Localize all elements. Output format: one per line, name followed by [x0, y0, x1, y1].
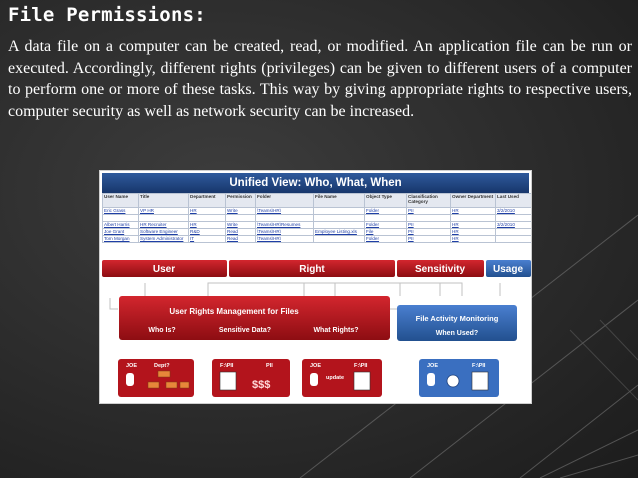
table-cell[interactable]: HR [451, 229, 496, 236]
tile2-tag: PII [266, 363, 273, 369]
person-icon [427, 373, 435, 386]
table-cell[interactable]: R&D [189, 229, 226, 236]
table-cell[interactable]: \Teams\HR\ [256, 229, 314, 236]
rights-q-rights: What Rights? [313, 327, 359, 334]
table-cell[interactable]: IT [189, 236, 226, 243]
table-cell[interactable]: \Teams\HR\Resumes [256, 222, 314, 229]
tile-sensitive [212, 359, 290, 397]
table-cell[interactable]: Write [226, 208, 256, 215]
table-cell[interactable]: VP HR [139, 208, 189, 215]
tile-who [118, 359, 194, 397]
tile-rights [302, 359, 382, 397]
table-cell[interactable]: 3/2/2010 [496, 222, 532, 229]
tile3-path: F:\PII [354, 363, 368, 369]
tile-when [419, 359, 499, 397]
rights-q-who: Who Is? [148, 327, 176, 334]
table-header-cell: Last Used [496, 194, 532, 208]
table-header-cell: User Name [103, 194, 139, 208]
slide-title: File Permissions: [8, 4, 206, 26]
rights-q-sensitive: Sensitive Data? [218, 327, 272, 334]
tile3-user: JOE [310, 363, 322, 369]
slide-body-text: A data file on a computer can be created, read, or modified. An application file can be run or executed. Accordingly, different rights (privileges) can be given to different users of a computer to perform one or more of these tasks. This way by giving appropriate rights to respective users, computer security as well as network security can be increased. [8, 38, 632, 120]
sensitivity-bar-label: Sensitivity [414, 264, 466, 275]
clock-icon [447, 375, 459, 387]
table-cell[interactable]: \Teams\HR\ [256, 236, 314, 243]
table-cell[interactable]: Software Engineer [139, 229, 189, 236]
table-cell[interactable]: Folder [365, 222, 407, 229]
table-cell[interactable]: Tom Morgan [103, 236, 139, 243]
table-cell[interactable]: File [365, 229, 407, 236]
tile4-path: F:\PII [472, 363, 486, 369]
table-header-cell: Title [139, 194, 189, 208]
table-cell[interactable]: PII [407, 208, 451, 215]
tile2-path: F:\PII [220, 363, 234, 369]
figure-title: Unified View: Who, What, When [102, 173, 529, 193]
tile1-user: JOE [126, 363, 138, 369]
table-header-cell: Permission [226, 194, 256, 208]
table-cell[interactable]: Folder [365, 236, 407, 243]
tile4-user: JOE [427, 363, 439, 369]
tile2-money: $$$ [252, 379, 271, 391]
table-cell[interactable]: HR [451, 208, 496, 215]
unified-view-figure [99, 170, 532, 404]
table-header-cell: File Name [314, 194, 365, 208]
usage-bar-label: Usage [492, 264, 524, 275]
table-cell[interactable]: HR [189, 208, 226, 215]
activity-box-title: File Activity Monitoring [415, 314, 499, 323]
table-header-cell: Owner Department [451, 194, 496, 208]
table-header-cell: Folder [256, 194, 314, 208]
activity-q-when: When Used? [435, 330, 479, 337]
category-bar-row [102, 260, 531, 277]
table-cell[interactable]: PII [407, 222, 451, 229]
table-cell[interactable]: 3/2/2010 [496, 208, 532, 215]
activity-monitoring-box [397, 305, 517, 341]
person-icon [126, 373, 134, 386]
table-cell[interactable]: System Administrator [139, 236, 189, 243]
table-header-cell: Classification Category [407, 194, 451, 208]
tile3-action: update [326, 375, 345, 381]
grid-file-icon [472, 372, 488, 390]
table-cell[interactable]: Eric Grass [103, 208, 139, 215]
table-cell[interactable]: Employee Listing.xls [314, 229, 365, 236]
rights-management-box [119, 296, 390, 340]
grid-file-icon [354, 372, 370, 390]
person-icon [310, 373, 318, 386]
table-cell[interactable]: HR [451, 236, 496, 243]
table-cell[interactable]: Joe Grant [103, 229, 139, 236]
tile1-dept: Dept? [154, 363, 170, 369]
figure-diagram [100, 171, 532, 404]
table-cell[interactable]: PII [407, 236, 451, 243]
table-cell[interactable]: HR [189, 222, 226, 229]
rights-box-title: User Rights Management for Files [169, 307, 299, 316]
table-cell[interactable]: Albert Harris [103, 222, 139, 229]
table-cell[interactable]: Write [226, 222, 256, 229]
grid-file-icon [220, 372, 236, 390]
table-cell[interactable]: HR Recruiter [139, 222, 189, 229]
table-cell[interactable]: PII [407, 229, 451, 236]
table-cell[interactable]: HR [451, 222, 496, 229]
table-cell[interactable]: \Teams\HR\ [256, 208, 314, 215]
right-bar-label: Right [299, 264, 325, 275]
table-header-cell: Department [189, 194, 226, 208]
table-header-cell: Object Type [365, 194, 407, 208]
table-cell[interactable]: Read [226, 229, 256, 236]
table-cell[interactable]: Read [226, 236, 256, 243]
table-cell[interactable]: Folder [365, 208, 407, 215]
user-bar-label: User [152, 264, 176, 275]
